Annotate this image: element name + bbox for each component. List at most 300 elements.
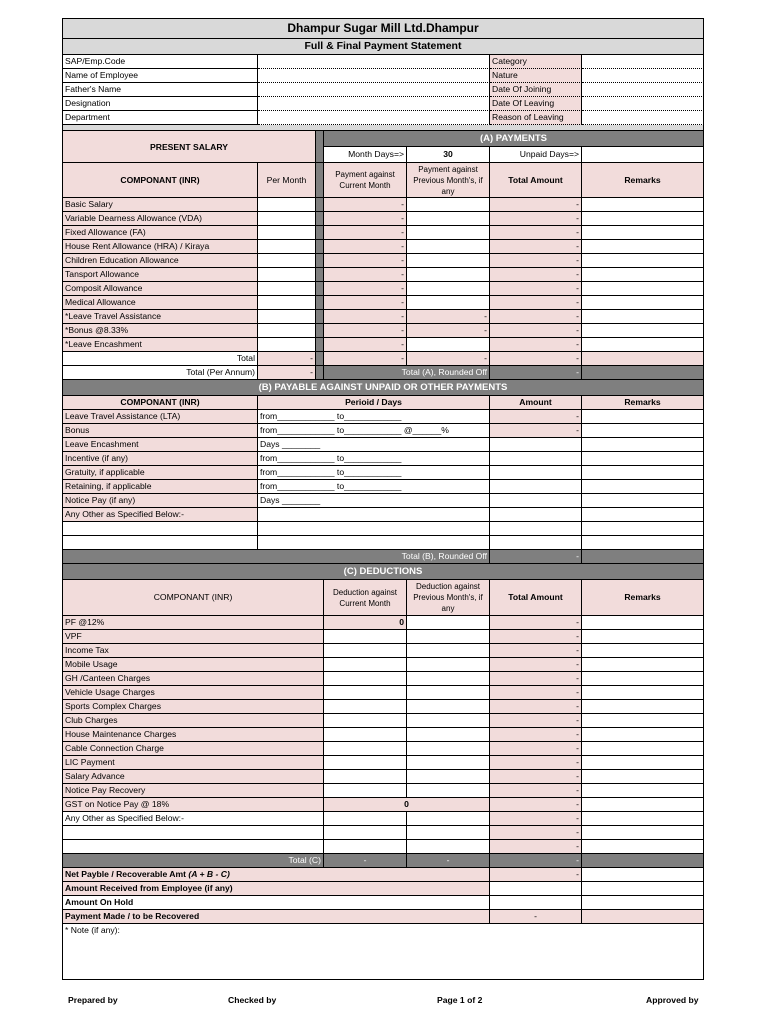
previous-month-value: - — [407, 310, 490, 324]
total-c-current: - — [324, 854, 407, 868]
remarks-value[interactable] — [582, 268, 704, 282]
deduction-previous[interactable] — [407, 672, 490, 686]
deduction-total: - — [490, 728, 582, 742]
b-blank-cell — [258, 536, 490, 550]
remarks-value[interactable] — [582, 212, 704, 226]
deduction-row — [62, 784, 704, 798]
remarks-value[interactable] — [582, 198, 704, 212]
payable-row — [62, 410, 704, 424]
employee-info — [62, 55, 704, 125]
deduction-component-label: House Maintenance Charges — [62, 728, 324, 742]
divider — [316, 212, 324, 226]
deduction-total: - — [490, 714, 582, 728]
payment-component-label: *Bonus @8.33% — [62, 324, 258, 338]
total-amount-value: - — [490, 310, 582, 324]
per-month-value[interactable] — [258, 296, 316, 310]
deduction-row — [62, 672, 704, 686]
divider — [316, 163, 324, 198]
total-amount-header: Total Amount — [490, 163, 582, 198]
total-amount-value: - — [490, 198, 582, 212]
divider — [316, 324, 324, 338]
b-component-header: COMPONANT (INR) — [62, 396, 258, 410]
per-month-value[interactable] — [258, 338, 316, 352]
total-c-previous: - — [407, 854, 490, 868]
payable-row — [62, 480, 704, 494]
payable-rows — [62, 410, 704, 522]
emp-field-label: Name of Employee — [62, 69, 258, 83]
deduction-total: - — [490, 700, 582, 714]
divider — [316, 268, 324, 282]
remarks-value[interactable] — [582, 338, 704, 352]
deduction-current[interactable]: 0 — [324, 616, 407, 630]
total-amount-value: - — [490, 296, 582, 310]
total-b-remarks — [582, 550, 704, 564]
deduction-previous[interactable] — [407, 658, 490, 672]
deduction-remarks[interactable] — [582, 686, 704, 700]
emp-field-label: Category — [490, 55, 582, 69]
period-field[interactable]: Days ________ — [258, 494, 490, 508]
divider — [316, 226, 324, 240]
present-salary-heading: PRESENT SALARY — [62, 131, 316, 163]
emp-field-label: Nature — [490, 69, 582, 83]
emp-field-label: Reason of Leaving — [490, 111, 582, 125]
period-field[interactable]: Days ________ — [258, 438, 490, 452]
deduction-current[interactable] — [324, 644, 407, 658]
total-c-label: Total (C) — [62, 854, 324, 868]
divider — [316, 352, 324, 366]
payable-component-label: Any Other as Specified Below:- — [62, 508, 258, 522]
month-days-label: Month Days=> — [324, 147, 407, 163]
unpaid-days-label: Unpaid Days=> — [490, 147, 582, 163]
payable-component-label: Leave Encashment — [62, 438, 258, 452]
c-other-total: - — [490, 812, 582, 826]
c-blank-cell — [324, 840, 407, 854]
previous-month-value — [407, 296, 490, 310]
deduction-row — [62, 686, 704, 700]
payment-row — [62, 268, 704, 282]
previous-month-value — [407, 254, 490, 268]
current-month-value: - — [324, 212, 407, 226]
remarks-header: Remarks — [582, 163, 704, 198]
deduction-component-label: Sports Complex Charges — [62, 700, 324, 714]
c-blank-total: - — [490, 826, 582, 840]
total-label: Total — [62, 352, 258, 366]
c-other-remarks — [582, 812, 704, 826]
deduction-current[interactable] — [324, 728, 407, 742]
emp-field-value[interactable] — [582, 111, 704, 125]
amount-received-label: Amount Received from Employee (if any) — [62, 882, 490, 896]
payment-row — [62, 296, 704, 310]
total-amount-value: - — [490, 338, 582, 352]
amount-on-hold-value — [490, 896, 582, 910]
payment-row — [62, 240, 704, 254]
previous-month-value — [407, 226, 490, 240]
deduction-previous[interactable] — [407, 742, 490, 756]
payable-amount — [490, 466, 582, 480]
period-field[interactable]: from____________ to____________ — [258, 452, 490, 466]
total-current: - — [324, 352, 407, 366]
total-amount-value: - — [490, 282, 582, 296]
emp-field-value[interactable] — [582, 69, 704, 83]
deduction-previous[interactable] — [407, 714, 490, 728]
deduction-total: - — [490, 686, 582, 700]
statement-sheet — [62, 18, 704, 980]
total-b-value: - — [490, 550, 582, 564]
deduction-component-label: VPF — [62, 630, 324, 644]
payment-component-label: Children Education Allowance — [62, 254, 258, 268]
previous-month-value — [407, 282, 490, 296]
divider — [316, 310, 324, 324]
payment-row — [62, 254, 704, 268]
payment-row — [62, 310, 704, 324]
c-component-header: COMPONANT (INR) — [62, 580, 324, 616]
current-month-value: - — [324, 198, 407, 212]
total-previous: - — [407, 352, 490, 366]
deduction-remarks[interactable] — [582, 644, 704, 658]
c-other-prev — [407, 812, 490, 826]
previous-month-value — [407, 198, 490, 212]
annum-label: Total (Per Annum) — [62, 366, 258, 380]
c-blank-row — [62, 826, 324, 840]
deduction-previous[interactable] — [407, 686, 490, 700]
payable-remarks[interactable] — [582, 452, 704, 466]
c-other-label: Any Other as Specified Below:- — [62, 812, 324, 826]
payment-component-label: Medical Allowance — [62, 296, 258, 310]
c-blank-cell — [324, 826, 407, 840]
emp-field-value[interactable] — [258, 97, 490, 111]
deduction-current[interactable] — [324, 700, 407, 714]
payable-component-label: Leave Travel Assistance (LTA) — [62, 410, 258, 424]
divider — [316, 240, 324, 254]
deduction-row — [62, 700, 704, 714]
total-amount-value: - — [490, 268, 582, 282]
previous-month-value — [407, 240, 490, 254]
current-month-value: - — [324, 240, 407, 254]
payment-component-label: Variable Dearness Allowance (VDA) — [62, 212, 258, 226]
payment-component-label: *Leave Travel Assistance — [62, 310, 258, 324]
total-amount-value: - — [490, 324, 582, 338]
payable-component-label: Incentive (if any) — [62, 452, 258, 466]
per-month-value[interactable] — [258, 268, 316, 282]
component-header: COMPONANT (INR) — [62, 163, 258, 198]
payable-remarks[interactable] — [582, 410, 704, 424]
c-other-cur — [324, 812, 407, 826]
amount-received-value — [490, 882, 582, 896]
total-c-value: - — [490, 854, 582, 868]
previous-month-value — [407, 212, 490, 226]
b-blank-cell — [490, 522, 582, 536]
deduction-remarks[interactable] — [582, 616, 704, 630]
b-blank-cell — [582, 522, 704, 536]
deduction-remarks[interactable] — [582, 742, 704, 756]
payable-amount — [490, 494, 582, 508]
period-field[interactable]: from____________ to____________ — [258, 480, 490, 494]
deduction-previous[interactable] — [407, 630, 490, 644]
divider — [316, 282, 324, 296]
emp-field-value[interactable] — [258, 83, 490, 97]
emp-field-label: Designation — [62, 97, 258, 111]
statement-title: Full & Final Payment Statement — [62, 39, 704, 55]
b-blank-row — [62, 522, 258, 536]
divider — [316, 131, 324, 163]
remarks-value[interactable] — [582, 282, 704, 296]
current-month-value: - — [324, 254, 407, 268]
deduction-remarks[interactable] — [582, 672, 704, 686]
divider — [316, 254, 324, 268]
current-month-value: - — [324, 268, 407, 282]
unpaid-days-value — [582, 147, 704, 163]
total-per-month: - — [258, 352, 316, 366]
per-month-value[interactable] — [258, 310, 316, 324]
current-month-value: - — [324, 282, 407, 296]
deduction-remarks[interactable] — [582, 630, 704, 644]
deduction-total: - — [490, 658, 582, 672]
c-blank-cell — [407, 840, 490, 854]
payable-component-label: Notice Pay (if any) — [62, 494, 258, 508]
deduction-row — [62, 630, 704, 644]
period-field[interactable]: from____________ to____________ @______% — [258, 424, 490, 438]
per-month-value[interactable] — [258, 212, 316, 226]
payment-row — [62, 338, 704, 352]
deduction-row — [62, 616, 704, 630]
payment-component-label: Tansport Allowance — [62, 268, 258, 282]
divider — [316, 338, 324, 352]
month-days-value: 30 — [407, 147, 490, 163]
deduction-row — [62, 728, 704, 742]
period-field[interactable]: from____________ to____________ — [258, 466, 490, 480]
deduction-current[interactable] — [324, 756, 407, 770]
previous-month-value: - — [407, 324, 490, 338]
remarks-value[interactable] — [582, 240, 704, 254]
deduction-current[interactable] — [324, 742, 407, 756]
gst-label: GST on Notice Pay @ 18% — [62, 798, 324, 812]
payment-row — [62, 282, 704, 296]
deduction-row — [62, 658, 704, 672]
payable-row — [62, 424, 704, 438]
c-current-header: Deduction against Current Month — [324, 580, 407, 616]
divider — [316, 366, 324, 380]
deduction-remarks[interactable] — [582, 756, 704, 770]
deduction-total: - — [490, 630, 582, 644]
payment-row — [62, 226, 704, 240]
total-a-value: - — [490, 366, 582, 380]
emp-field-value[interactable] — [258, 55, 490, 69]
payable-amount — [490, 508, 582, 522]
emp-field-value[interactable] — [582, 97, 704, 111]
amount-received-remarks — [582, 882, 704, 896]
deduction-previous[interactable] — [407, 700, 490, 714]
payment-row — [62, 198, 704, 212]
total-a-label: Total (A), Rounded Off — [324, 366, 490, 380]
remarks-value[interactable] — [582, 324, 704, 338]
payable-remarks[interactable] — [582, 480, 704, 494]
payment-component-label: Fixed Allowance (FA) — [62, 226, 258, 240]
c-total-header: Total Amount — [490, 580, 582, 616]
deduction-component-label: Notice Pay Recovery — [62, 784, 324, 798]
total-a-remarks — [582, 366, 704, 380]
payable-component-label: Retaining, if applicable — [62, 480, 258, 494]
deduction-remarks[interactable] — [582, 658, 704, 672]
b-remarks-header: Remarks — [582, 396, 704, 410]
payable-remarks[interactable] — [582, 466, 704, 480]
b-amount-header: Amount — [490, 396, 582, 410]
b-blank-cell — [490, 536, 582, 550]
per-month-value[interactable] — [258, 254, 316, 268]
current-month-value: - — [324, 296, 407, 310]
deduction-row — [62, 770, 704, 784]
deduction-total: - — [490, 742, 582, 756]
deduction-remarks[interactable] — [582, 700, 704, 714]
deduction-current[interactable] — [324, 672, 407, 686]
payable-component-label: Gratuity, if applicable — [62, 466, 258, 480]
payments-rows — [62, 198, 704, 352]
emp-field-value[interactable] — [582, 55, 704, 69]
emp-field-value[interactable] — [582, 83, 704, 97]
deduction-current[interactable] — [324, 686, 407, 700]
deduction-previous[interactable] — [407, 644, 490, 658]
deduction-previous[interactable] — [407, 728, 490, 742]
checked-by: Checked by — [228, 995, 277, 1005]
c-blank-total: - — [490, 840, 582, 854]
payable-remarks[interactable] — [582, 494, 704, 508]
approved-by: Approved by — [646, 995, 699, 1005]
deduction-current[interactable] — [324, 630, 407, 644]
gst-total: - — [490, 798, 582, 812]
deduction-component-label: LIC Payment — [62, 756, 324, 770]
emp-field-value[interactable] — [258, 69, 490, 83]
gst-value: 0 — [324, 798, 490, 812]
previous-month-header: Payment against Previous Month's, if any — [407, 163, 490, 198]
payment-row — [62, 324, 704, 338]
total-b-label: Total (B), Rounded Off — [62, 550, 490, 564]
c-blank-cell — [582, 840, 704, 854]
page-number: Page 1 of 2 — [437, 995, 483, 1005]
deduction-previous[interactable] — [407, 784, 490, 798]
section-b-heading: (B) PAYABLE AGAINST UNPAID OR OTHER PAYMENTS — [62, 380, 704, 396]
per-month-value[interactable] — [258, 226, 316, 240]
company-title: Dhampur Sugar Mill Ltd.Dhampur — [62, 19, 704, 39]
payable-amount — [490, 480, 582, 494]
payable-remarks[interactable] — [582, 424, 704, 438]
payment-component-label: Basic Salary — [62, 198, 258, 212]
c-remarks-header: Remarks — [582, 580, 704, 616]
deduction-total: - — [490, 616, 582, 630]
remarks-value[interactable] — [582, 226, 704, 240]
per-month-value[interactable] — [258, 282, 316, 296]
deduction-total: - — [490, 784, 582, 798]
payment-row — [62, 212, 704, 226]
deduction-component-label: Vehicle Usage Charges — [62, 686, 324, 700]
deduction-current[interactable] — [324, 784, 407, 798]
net-payable-remarks — [582, 868, 704, 882]
current-month-value: - — [324, 310, 407, 324]
total-c-remarks — [582, 854, 704, 868]
current-month-header: Payment against Current Month — [324, 163, 407, 198]
payment-made-remarks — [582, 910, 704, 924]
emp-field-label: Father's Name — [62, 83, 258, 97]
c-previous-header: Deduction against Previous Month's, if any — [407, 580, 490, 616]
per-month-value[interactable] — [258, 198, 316, 212]
payments-heading: (A) PAYMENTS — [324, 131, 704, 147]
deduction-current[interactable] — [324, 770, 407, 784]
divider — [316, 198, 324, 212]
total-remarks — [582, 352, 704, 366]
emp-field-value[interactable] — [258, 111, 490, 125]
b-blank-row — [62, 536, 258, 550]
c-blank-cell — [582, 826, 704, 840]
section-c-heading: (C) DEDUCTIONS — [62, 564, 704, 580]
prepared-by: Prepared by — [68, 995, 118, 1005]
payable-row — [62, 452, 704, 466]
period-field[interactable]: from____________ to____________ — [258, 410, 490, 424]
deduction-previous[interactable] — [407, 770, 490, 784]
deduction-remarks[interactable] — [582, 770, 704, 784]
total-amount-value: - — [490, 240, 582, 254]
deduction-component-label: Income Tax — [62, 644, 324, 658]
net-payable-value: - — [490, 868, 582, 882]
emp-field-label: SAP/Emp.Code — [62, 55, 258, 69]
net-payable-label: Net Payble / Recoverable Amt (A + B - C) — [62, 868, 490, 882]
deduction-component-label: Mobile Usage — [62, 658, 324, 672]
current-month-value: - — [324, 324, 407, 338]
divider — [316, 296, 324, 310]
deduction-total: - — [490, 672, 582, 686]
deduction-row — [62, 756, 704, 770]
deduction-remarks[interactable] — [582, 784, 704, 798]
payment-component-label: *Leave Encashment — [62, 338, 258, 352]
gst-remarks — [582, 798, 704, 812]
amount-on-hold-remarks — [582, 896, 704, 910]
remarks-value[interactable] — [582, 310, 704, 324]
per-month-value[interactable] — [258, 240, 316, 254]
total-amount: - — [490, 352, 582, 366]
c-blank-row — [62, 840, 324, 854]
payable-amount — [490, 438, 582, 452]
current-month-value: - — [324, 226, 407, 240]
deduction-component-label: Salary Advance — [62, 770, 324, 784]
deduction-current[interactable] — [324, 658, 407, 672]
per-month-value[interactable] — [258, 324, 316, 338]
total-amount-value: - — [490, 212, 582, 226]
payment-made-value: - — [490, 910, 582, 924]
payment-component-label: Composit Allowance — [62, 282, 258, 296]
payable-row — [62, 508, 704, 522]
deduction-current[interactable] — [324, 714, 407, 728]
payable-amount — [490, 452, 582, 466]
payable-row — [62, 438, 704, 452]
deduction-rows — [62, 616, 704, 798]
annum-value: - — [258, 366, 316, 380]
remarks-value[interactable] — [582, 296, 704, 310]
emp-field-label: Date Of Joining — [490, 83, 582, 97]
remarks-value[interactable] — [582, 254, 704, 268]
payable-amount: - — [490, 424, 582, 438]
payable-remarks[interactable] — [582, 438, 704, 452]
period-field[interactable] — [258, 508, 490, 522]
b-period-header: Perioid / Days — [258, 396, 490, 410]
note-box[interactable] — [62, 924, 704, 980]
payment-component-label: House Rent Allowance (HRA) / Kiraya — [62, 240, 258, 254]
deduction-remarks[interactable] — [582, 714, 704, 728]
payable-row — [62, 494, 704, 508]
payable-remarks[interactable] — [582, 508, 704, 522]
deduction-component-label: Cable Connection Charge — [62, 742, 324, 756]
note-label: * Note (if any): — [65, 925, 120, 935]
current-month-value: - — [324, 338, 407, 352]
deduction-previous[interactable] — [407, 756, 490, 770]
deduction-remarks[interactable] — [582, 728, 704, 742]
deduction-previous[interactable] — [407, 616, 490, 630]
